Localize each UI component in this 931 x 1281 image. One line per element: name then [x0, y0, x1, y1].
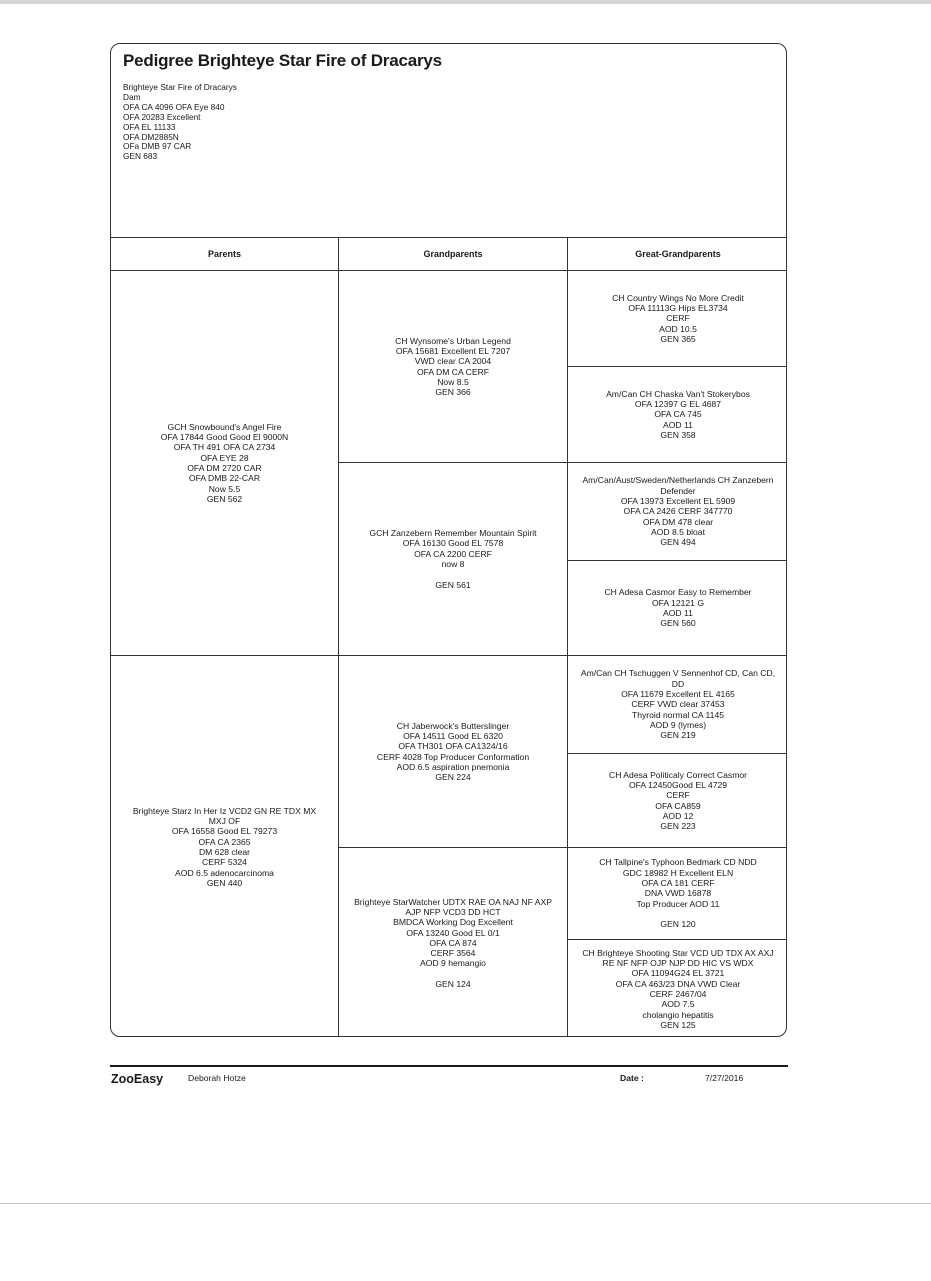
pedigree-line: AJP NFP VCD3 DD HCT: [405, 906, 501, 917]
pedigree-line: CH Jaberwock's Butterslinger: [396, 720, 510, 731]
dog-info-line: OFA EL 11133: [123, 121, 176, 132]
pedigree-line: OFA TH301 OFA CA1324/16: [398, 741, 508, 752]
scan-bottom-edge: [0, 1203, 931, 1204]
pedigree-line: GEN 562: [206, 493, 243, 504]
pedigree-line: GEN 223: [660, 821, 696, 832]
date-label: Date :: [620, 1073, 644, 1083]
date-value: 7/27/2016: [705, 1073, 744, 1083]
pedigree-line: OFA CA 463/23 DNA VWD Clear: [615, 978, 741, 989]
parent-sire: [111, 271, 338, 655]
footer-rule: [110, 1065, 788, 1067]
dog-info-line: OFA 20283 Excellent: [123, 111, 201, 122]
pedigree-line: GEN 219: [660, 730, 696, 741]
great-grandparent-6: [568, 754, 787, 847]
pedigree-line: CERF 5324: [202, 857, 247, 868]
scan-top-edge: [0, 0, 931, 4]
pedigree-line: AOD 10.5: [659, 323, 697, 334]
grandparent-3: [339, 656, 567, 847]
pedigree-line: OFA CA 874: [429, 937, 477, 948]
pedigree-line: OFA 16130 Good EL 7578: [402, 538, 504, 549]
pedigree-line: OFA 17844 Good Good El 9000N: [160, 432, 289, 443]
pedigree-line: CH Country Wings No More Credit: [612, 292, 744, 303]
pedigree-line: GEN 494: [660, 537, 696, 548]
pedigree-line: Am/Can/Aust/Sweden/Netherlands CH Zanzebern: [582, 475, 774, 486]
pedigree-line: DNA VWD 16878: [644, 888, 712, 899]
dog-info-line: Brighteye Star Fire of Dracarys: [123, 82, 237, 92]
pedigree-line: OFA DM 2720 CAR: [187, 463, 262, 473]
pedigree-line: Thyroid normal CA 1145: [631, 709, 724, 720]
pedigree-line: OFA EYE 28: [200, 452, 249, 463]
pedigree-line: CERF: [666, 790, 690, 801]
pedigree-line: Now 5.5: [208, 483, 241, 494]
pedigree-line: OFA CA 2200 CERF: [414, 548, 492, 559]
pedigree-line: OFA CA 181 CERF: [641, 878, 715, 889]
pedigree-line: Brighteye StarWatcher UDTX RAE OA NAJ NF AXP: [354, 896, 552, 907]
pedigree-line: OFA 14511 Good EL 6320: [403, 730, 503, 741]
pedigree-line: OFA CA 745: [654, 409, 702, 420]
pedigree-line: GEN 365: [660, 333, 696, 344]
pedigree-line: OFA CA 2426 CERF 347770: [623, 506, 733, 517]
pedigree-line: GEN 440: [206, 877, 243, 888]
pedigree-line: Now 8.5: [437, 376, 469, 387]
pedigree-line: OFA 12450Good EL 4729: [628, 779, 728, 790]
pedigree-line: CH Wynsome's Urban Legend: [395, 335, 511, 346]
grandparent-1: [339, 271, 567, 462]
pedigree-line: Top Producer AOD 11: [636, 898, 720, 909]
pedigree-line: AOD 6.5 adenocarcinoma: [175, 867, 274, 878]
pedigree-line: cholangio hepatitis: [642, 1009, 714, 1020]
pedigree-line: CH Tallpine's Typhoon Bedmark CD NDD: [599, 857, 757, 868]
pedigree-line: Am/Can CH Tschuggen V Sennenhof CD, Can CD,: [580, 668, 776, 679]
pedigree-line: AOD 9 hemangio: [420, 958, 486, 969]
great-grandparent-5: [568, 656, 787, 753]
great-grandparent-1: [568, 271, 787, 366]
pedigree-line: AOD 8.5 bloat: [651, 526, 705, 537]
pedigree-line: OFA 12121 G: [651, 597, 705, 608]
owner-name: Deborah Hotze: [188, 1073, 246, 1083]
pedigree-line: RE NF NFP OJP NJP DD HIC VS WDX: [602, 958, 754, 969]
pedigree-line: CERF 2467/04: [649, 989, 707, 999]
pedigree-line: OFA DMB 22-CAR: [188, 473, 261, 484]
pedigree-line: GEN 560: [660, 618, 696, 629]
pedigree-line: GCH Zanzebern Remember Mountain Spirit: [369, 528, 537, 539]
pedigree-line: OFA 11113G Hips EL3734: [628, 303, 728, 314]
great-grandparent-7: [568, 848, 787, 939]
pedigree-line: DD: [671, 678, 685, 689]
pedigree-frame: [110, 43, 787, 1037]
dog-info-line: OFA DM2885N: [123, 131, 179, 142]
header-grandparents: Grandparents: [423, 249, 483, 259]
pedigree-line: GEN 561: [435, 579, 471, 590]
pedigree-line: OFA DM 478 clear: [642, 516, 714, 527]
pedigree-line: CERF: [666, 313, 690, 324]
pedigree-line: DM 628 clear: [198, 847, 251, 857]
dog-info-line: OFa DMB 97 CAR: [123, 141, 192, 152]
pedigree-line: GCH Snowbound's Angel Fire: [167, 421, 282, 432]
pedigree-line: Am/Can CH Chaska Van't Stokerybos: [606, 388, 750, 399]
pedigree-line: OFA 16558 Good EL 79273: [171, 826, 278, 837]
pedigree-line: now 8: [441, 559, 465, 569]
pedigree-line: CH Adesa Casmor Easy to Remember: [604, 587, 752, 598]
pedigree-line: AOD 11: [663, 419, 693, 430]
great-grandparent-8: [568, 940, 787, 1037]
great-grandparent-4: [568, 561, 787, 655]
pedigree-line: OFA CA859: [655, 800, 701, 811]
pedigree-line: GDC 18982 H Excellent ELN: [622, 867, 734, 878]
pedigree-line: OFA 11679 Excellent EL 4165: [621, 689, 735, 700]
pedigree-line: OFA DM CA CERF: [416, 366, 490, 377]
pedigree-line: AOD 6.5 aspiration pnemonia: [396, 761, 510, 772]
grandparent-4: [339, 848, 567, 1037]
pedigree-line: VWD clear CA 2004: [414, 356, 492, 367]
pedigree-line: OFA 12397 G EL 4687: [634, 399, 722, 410]
pedigree-line: CERF 4028 Top Producer Conformation: [376, 751, 530, 762]
grandparent-2: [339, 463, 567, 655]
pedigree-line: CH Adesa Politicaly Correct Casmor: [608, 769, 748, 780]
pedigree-line: Brighteye Starz In Her Iz VCD2 GN RE TDX MX: [132, 805, 317, 816]
pedigree-line: AOD 7.5: [661, 999, 695, 1010]
pedigree-line: BMDCA Working Dog Excellent: [393, 917, 513, 928]
pedigree-line: OFA 15681 Excellent EL 7207: [395, 345, 511, 356]
pedigree-line: AOD 11: [663, 608, 693, 618]
dog-info-line: GEN 683: [123, 151, 158, 162]
pedigree-line: MXJ OF: [208, 816, 241, 827]
pedigree-line: GEN 358: [660, 429, 696, 440]
pedigree-line: AOD 9 (lymes): [649, 719, 707, 730]
pedigree-line: GEN 124: [435, 979, 471, 990]
header-parents: Parents: [207, 249, 242, 259]
pedigree-line: OFA 11094G24 EL 3721: [631, 968, 725, 979]
pedigree-line: CH Brighteye Shooting Star VCD UD TDX AX AXJ: [582, 947, 774, 958]
dog-info: [123, 83, 237, 162]
pedigree-line: GEN 224: [435, 772, 471, 783]
pedigree-line: GEN 120: [660, 919, 696, 930]
dog-info-line: OFA CA 4096 OFA Eye 840: [123, 101, 225, 112]
page-title: Pedigree Brighteye Star Fire of Dracarys: [123, 51, 442, 70]
pedigree-line: OFA TH 491 OFA CA 2734: [173, 442, 276, 453]
pedigree-line: CERF 3564: [430, 948, 476, 959]
great-grandparent-2: [568, 367, 787, 462]
brand-logo-text: ZooEasy: [111, 1072, 164, 1086]
pedigree-line: AOD 12: [662, 810, 694, 821]
pedigree-line: OFA 13973 Excellent EL 5909: [620, 496, 736, 507]
pedigree-line: GEN 125: [660, 1019, 696, 1030]
great-grandparent-3: [568, 463, 787, 560]
pedigree-line: CERF VWD clear 37453: [631, 699, 725, 710]
dog-info-line: Dam: [123, 91, 141, 102]
header-great-grandparents: Great-Grandparents: [635, 249, 721, 259]
pedigree-line: OFA CA 2365: [198, 836, 251, 847]
pedigree-line: OFA 13240 Good EL 0/1: [406, 927, 500, 938]
parent-dam: [111, 656, 338, 1037]
pedigree-line: GEN 366: [435, 387, 471, 398]
pedigree-line: Defender: [660, 485, 696, 496]
